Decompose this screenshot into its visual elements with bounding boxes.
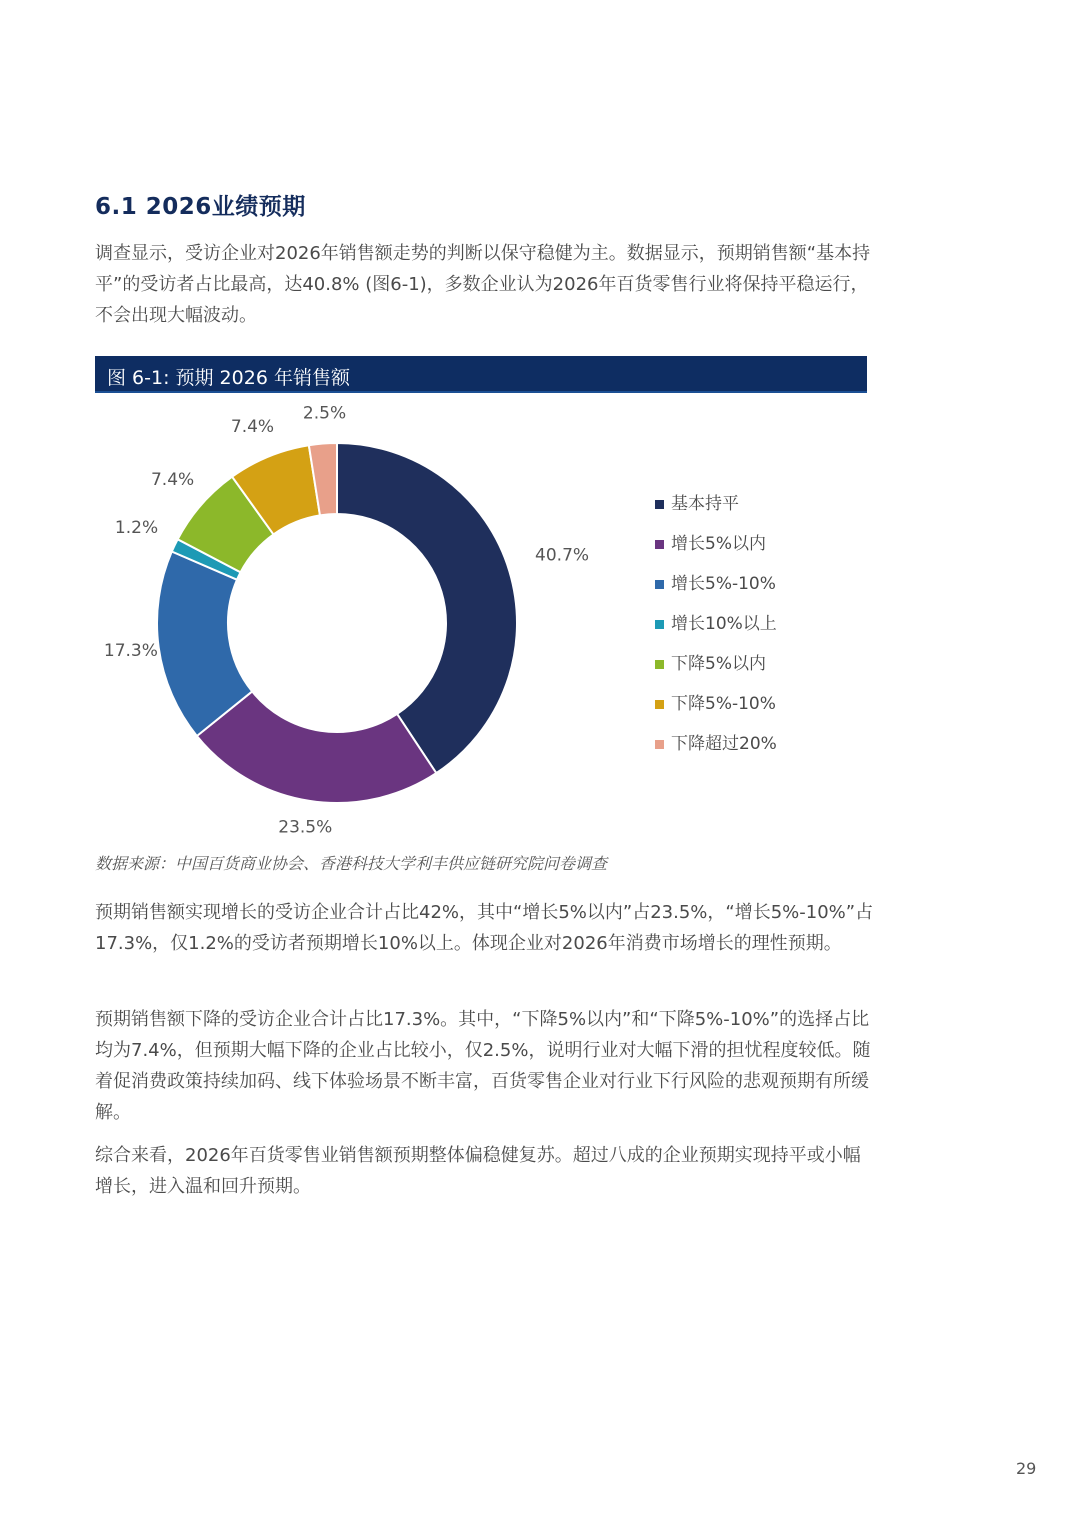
growth-paragraph: 预期销售额实现增长的受访企业合计占比42%，其中“增长5%以内”占23.5%，“增长5%-10%”占17.3%，仅1.2%的受访者预期增长10%以上。体现企业对2026年消费市场增长的理性预期。 (95, 902, 874, 954)
intro-paragraph: 调查显示，受访企业对2026年销售额走势的判断以保守稳健为主。数据显示，预期销售额“基本持平”的受访者占比最高，达40.8% (图6-1)，多数企业认为2026年百货零售行业将保持平稳运行，不会出现大幅波动。 (95, 243, 871, 326)
legend-label: 下降5%-10% (671, 694, 776, 714)
figure-title-bar (95, 356, 867, 393)
legend-item (655, 732, 777, 772)
data-label: 7.4% (230, 416, 275, 437)
chart-legend (655, 492, 777, 772)
decline-paragraph: 预期销售额下降的受访企业合计占比17.3%。其中，“下降5%以内”和“下降5%-10%”的选择占比均为7.4%，但预期大幅下降的企业占比较小，仅2.5%，说明行业对大幅下滑的担忧程度较低。随着促消费政策持续加码、线下体验场景不断丰富，百货零售企业对行业下行风险的悲观预期有所缓解。 (95, 1009, 871, 1123)
data-label: 23.5% (278, 817, 333, 838)
legend-item (655, 692, 777, 732)
legend-swatch (655, 500, 664, 509)
data-label: 7.4% (150, 469, 195, 490)
data-label: 1.2% (114, 518, 159, 539)
legend-swatch (655, 660, 664, 669)
data-label: 40.7% (535, 545, 590, 566)
donut-chart (0, 393, 1080, 851)
legend-label: 增长10%以上 (671, 614, 777, 634)
figure-source: 数据来源：中国百货商业协会、香港科技大学利丰供应链研究院问卷调查 (95, 854, 608, 873)
figure-title: 图 6-1: 预期 2026 年销售额 (107, 367, 350, 389)
legend-item (655, 612, 777, 652)
legend-swatch (655, 620, 664, 629)
data-label: 17.3% (103, 641, 158, 662)
legend-label: 下降超过20% (671, 734, 777, 754)
legend-swatch (655, 580, 664, 589)
legend-swatch (655, 700, 664, 709)
legend-swatch (655, 740, 664, 749)
legend-item (655, 492, 777, 532)
legend-item (655, 652, 777, 692)
summary-paragraph: 综合来看，2026年百货零售业销售额预期整体偏稳健复苏。超过八成的企业预期实现持平或小幅增长，进入温和回升预期。 (95, 1145, 861, 1197)
legend-label: 增长5%以内 (671, 534, 766, 554)
data-label: 2.5% (302, 403, 347, 424)
donut-slice (337, 443, 517, 773)
legend-item (655, 572, 777, 612)
legend-label: 基本持平 (671, 494, 739, 514)
page-number: 29 (1016, 1459, 1037, 1478)
legend-swatch (655, 540, 664, 549)
legend-label: 增长5%-10% (671, 574, 776, 594)
section-title: 6.1 2026业绩预期 (95, 194, 306, 220)
legend-item (655, 532, 777, 572)
legend-label: 下降5%以内 (671, 654, 766, 674)
